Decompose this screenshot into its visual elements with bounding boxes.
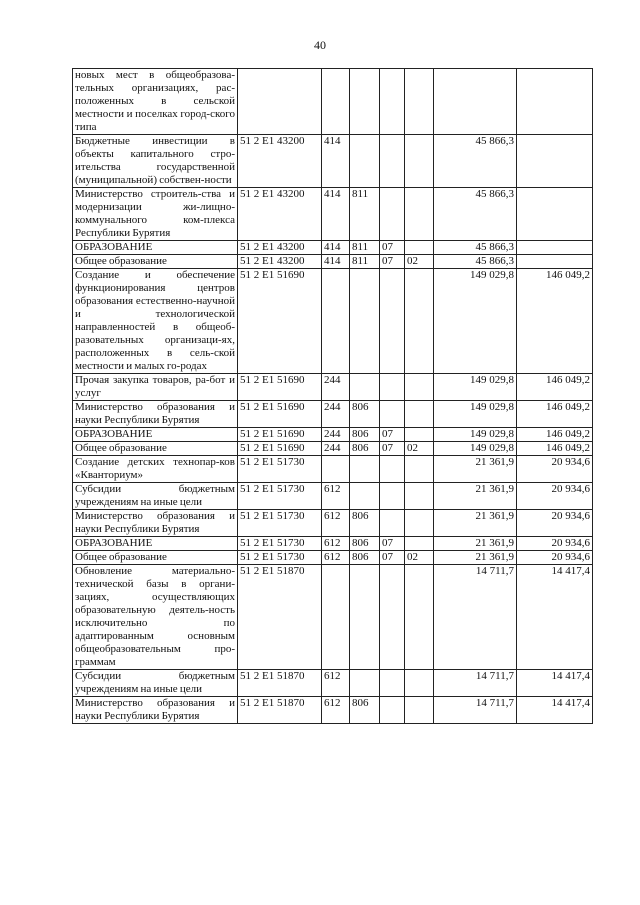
- subsection-cell: [405, 510, 434, 537]
- table-row: [73, 188, 593, 241]
- amount-year1-cell: 149 029,8: [434, 442, 517, 456]
- amount-year1-cell: 45 866,3: [434, 188, 517, 241]
- amount-year2-cell: [517, 241, 593, 255]
- row-name-cell: Обновление материально-технической базы в органи-зациях, осуществляющих образовательную деятель-ность исключительно по адаптированным основным общеобразовательным про-граммам: [73, 565, 238, 670]
- row-name-cell: Общее образование: [73, 442, 238, 456]
- subsection-cell: [405, 188, 434, 241]
- row-name-cell: Министерство образования и науки Республики Бурятия: [73, 401, 238, 428]
- row-name-cell: ОБРАЗОВАНИЕ: [73, 537, 238, 551]
- amount-year2-cell: [517, 188, 593, 241]
- expense-type-cell: 612: [322, 537, 350, 551]
- row-name-cell: Создание и обеспечение функционирования центров образования естественно-научной и технологической направленностей в общеоб-разовательных организаци-ях, расположенных в сель-ской местности и малых го-родах: [73, 269, 238, 374]
- row-name-cell: ОБРАЗОВАНИЕ: [73, 241, 238, 255]
- table-row: [73, 374, 593, 401]
- target-article-cell: 51 2 E1 51690: [238, 401, 322, 428]
- expense-type-cell: [322, 69, 350, 135]
- administrator-code-cell: [350, 483, 380, 510]
- row-name-cell: новых мест в общеобразова-тельных организациях, рас-положенных в сельской местности и поселках город-ского типа: [73, 69, 238, 135]
- target-article-cell: 51 2 E1 51690: [238, 269, 322, 374]
- section-cell: [380, 188, 405, 241]
- administrator-code-cell: 806: [350, 510, 380, 537]
- amount-year2-cell: 146 049,2: [517, 442, 593, 456]
- administrator-code-cell: 806: [350, 537, 380, 551]
- target-article-cell: 51 2 E1 51690: [238, 442, 322, 456]
- row-name-cell: Министерство строитель-ства и модернизации жи-лищно-коммунального ком-плекса Республики Бурятия: [73, 188, 238, 241]
- administrator-code-cell: 806: [350, 551, 380, 565]
- amount-year1-cell: 149 029,8: [434, 428, 517, 442]
- amount-year2-cell: 146 049,2: [517, 269, 593, 374]
- administrator-code-cell: [350, 565, 380, 670]
- administrator-code-cell: [350, 670, 380, 697]
- table-row: [73, 241, 593, 255]
- amount-year2-cell: 14 417,4: [517, 565, 593, 670]
- subsection-cell: [405, 241, 434, 255]
- subsection-cell: [405, 401, 434, 428]
- expense-type-cell: [322, 456, 350, 483]
- expense-type-cell: 414: [322, 135, 350, 188]
- target-article-cell: 51 2 E1 43200: [238, 135, 322, 188]
- section-cell: [380, 374, 405, 401]
- section-cell: 07: [380, 537, 405, 551]
- subsection-cell: [405, 670, 434, 697]
- expense-type-cell: 414: [322, 188, 350, 241]
- amount-year1-cell: 14 711,7: [434, 697, 517, 724]
- row-name-cell: ОБРАЗОВАНИЕ: [73, 428, 238, 442]
- subsection-cell: [405, 537, 434, 551]
- table-row: [73, 483, 593, 510]
- amount-year2-cell: [517, 69, 593, 135]
- table-row: [73, 456, 593, 483]
- amount-year2-cell: [517, 135, 593, 188]
- administrator-code-cell: 811: [350, 188, 380, 241]
- table-row: [73, 697, 593, 724]
- table-row: [73, 69, 593, 135]
- target-article-cell: 51 2 E1 51870: [238, 565, 322, 670]
- amount-year1-cell: 45 866,3: [434, 241, 517, 255]
- administrator-code-cell: 806: [350, 401, 380, 428]
- amount-year1-cell: [434, 69, 517, 135]
- target-article-cell: 51 2 E1 51870: [238, 697, 322, 724]
- amount-year2-cell: 20 934,6: [517, 551, 593, 565]
- section-cell: [380, 269, 405, 374]
- amount-year2-cell: 14 417,4: [517, 670, 593, 697]
- administrator-code-cell: 806: [350, 442, 380, 456]
- subsection-cell: [405, 456, 434, 483]
- expense-type-cell: 612: [322, 697, 350, 724]
- section-cell: [380, 670, 405, 697]
- row-name-cell: Общее образование: [73, 551, 238, 565]
- target-article-cell: [238, 69, 322, 135]
- amount-year1-cell: 149 029,8: [434, 269, 517, 374]
- target-article-cell: 51 2 E1 51730: [238, 510, 322, 537]
- section-cell: [380, 69, 405, 135]
- row-name-cell: Министерство образования и науки Республики Бурятия: [73, 697, 238, 724]
- target-article-cell: 51 2 E1 43200: [238, 255, 322, 269]
- amount-year2-cell: 20 934,6: [517, 510, 593, 537]
- target-article-cell: 51 2 E1 51870: [238, 670, 322, 697]
- administrator-code-cell: 811: [350, 241, 380, 255]
- target-article-cell: 51 2 E1 51730: [238, 551, 322, 565]
- subsection-cell: 02: [405, 255, 434, 269]
- amount-year2-cell: 146 049,2: [517, 374, 593, 401]
- row-name-cell: Общее образование: [73, 255, 238, 269]
- row-name-cell: Субсидии бюджетным учреждениям на иные цели: [73, 670, 238, 697]
- subsection-cell: 02: [405, 551, 434, 565]
- subsection-cell: [405, 483, 434, 510]
- row-name-cell: Прочая закупка товаров, ра-бот и услуг: [73, 374, 238, 401]
- expense-type-cell: 612: [322, 551, 350, 565]
- table-row: [73, 269, 593, 374]
- section-cell: 07: [380, 551, 405, 565]
- amount-year1-cell: 45 866,3: [434, 135, 517, 188]
- administrator-code-cell: [350, 269, 380, 374]
- subsection-cell: [405, 697, 434, 724]
- amount-year2-cell: [517, 255, 593, 269]
- row-name-cell: Бюджетные инвестиции в объекты капитального стро-ительства государственной (муниципальной) собствен-ности: [73, 135, 238, 188]
- amount-year1-cell: 149 029,8: [434, 374, 517, 401]
- subsection-cell: [405, 69, 434, 135]
- expense-type-cell: [322, 269, 350, 374]
- section-cell: [380, 697, 405, 724]
- row-name-cell: Министерство образования и науки Республики Бурятия: [73, 510, 238, 537]
- expense-type-cell: 244: [322, 442, 350, 456]
- administrator-code-cell: [350, 69, 380, 135]
- administrator-code-cell: [350, 135, 380, 188]
- table-row: [73, 442, 593, 456]
- target-article-cell: 51 2 E1 51730: [238, 537, 322, 551]
- target-article-cell: 51 2 E1 43200: [238, 241, 322, 255]
- amount-year1-cell: 21 361,9: [434, 456, 517, 483]
- subsection-cell: [405, 565, 434, 670]
- target-article-cell: 51 2 E1 51730: [238, 456, 322, 483]
- section-cell: 07: [380, 255, 405, 269]
- table-row: [73, 428, 593, 442]
- section-cell: [380, 483, 405, 510]
- amount-year1-cell: 21 361,9: [434, 483, 517, 510]
- expense-type-cell: 244: [322, 428, 350, 442]
- row-name-cell: Создание детских технопар-ков «Кванториум»: [73, 456, 238, 483]
- budget-table-body: [73, 69, 593, 724]
- subsection-cell: [405, 428, 434, 442]
- subsection-cell: [405, 269, 434, 374]
- expense-type-cell: [322, 565, 350, 670]
- amount-year1-cell: 45 866,3: [434, 255, 517, 269]
- amount-year2-cell: 20 934,6: [517, 537, 593, 551]
- page-number: 40: [314, 38, 326, 52]
- expense-type-cell: 414: [322, 241, 350, 255]
- budget-table: [72, 68, 593, 724]
- administrator-code-cell: 806: [350, 428, 380, 442]
- section-cell: 07: [380, 428, 405, 442]
- subsection-cell: [405, 374, 434, 401]
- expense-type-cell: 244: [322, 374, 350, 401]
- administrator-code-cell: [350, 374, 380, 401]
- subsection-cell: [405, 135, 434, 188]
- section-cell: [380, 401, 405, 428]
- section-cell: 07: [380, 241, 405, 255]
- subsection-cell: 02: [405, 442, 434, 456]
- amount-year2-cell: 14 417,4: [517, 697, 593, 724]
- amount-year1-cell: 21 361,9: [434, 510, 517, 537]
- table-row: [73, 255, 593, 269]
- expense-type-cell: 612: [322, 670, 350, 697]
- section-cell: [380, 456, 405, 483]
- table-row: [73, 551, 593, 565]
- section-cell: [380, 565, 405, 670]
- amount-year1-cell: 21 361,9: [434, 551, 517, 565]
- amount-year2-cell: 146 049,2: [517, 428, 593, 442]
- table-row: [73, 670, 593, 697]
- target-article-cell: 51 2 E1 51690: [238, 428, 322, 442]
- row-name-cell: Субсидии бюджетным учреждениям на иные цели: [73, 483, 238, 510]
- table-row: [73, 565, 593, 670]
- expense-type-cell: 612: [322, 510, 350, 537]
- table-row: [73, 537, 593, 551]
- amount-year1-cell: 14 711,7: [434, 670, 517, 697]
- administrator-code-cell: 811: [350, 255, 380, 269]
- amount-year2-cell: 146 049,2: [517, 401, 593, 428]
- target-article-cell: 51 2 E1 51730: [238, 483, 322, 510]
- expense-type-cell: 612: [322, 483, 350, 510]
- amount-year1-cell: 21 361,9: [434, 537, 517, 551]
- target-article-cell: 51 2 E1 43200: [238, 188, 322, 241]
- expense-type-cell: 414: [322, 255, 350, 269]
- table-row: [73, 510, 593, 537]
- section-cell: [380, 135, 405, 188]
- administrator-code-cell: [350, 456, 380, 483]
- amount-year2-cell: 20 934,6: [517, 456, 593, 483]
- amount-year2-cell: 20 934,6: [517, 483, 593, 510]
- table-row: [73, 401, 593, 428]
- table-row: [73, 135, 593, 188]
- amount-year1-cell: 149 029,8: [434, 401, 517, 428]
- section-cell: 07: [380, 442, 405, 456]
- expense-type-cell: 244: [322, 401, 350, 428]
- section-cell: [380, 510, 405, 537]
- target-article-cell: 51 2 E1 51690: [238, 374, 322, 401]
- administrator-code-cell: 806: [350, 697, 380, 724]
- amount-year1-cell: 14 711,7: [434, 565, 517, 670]
